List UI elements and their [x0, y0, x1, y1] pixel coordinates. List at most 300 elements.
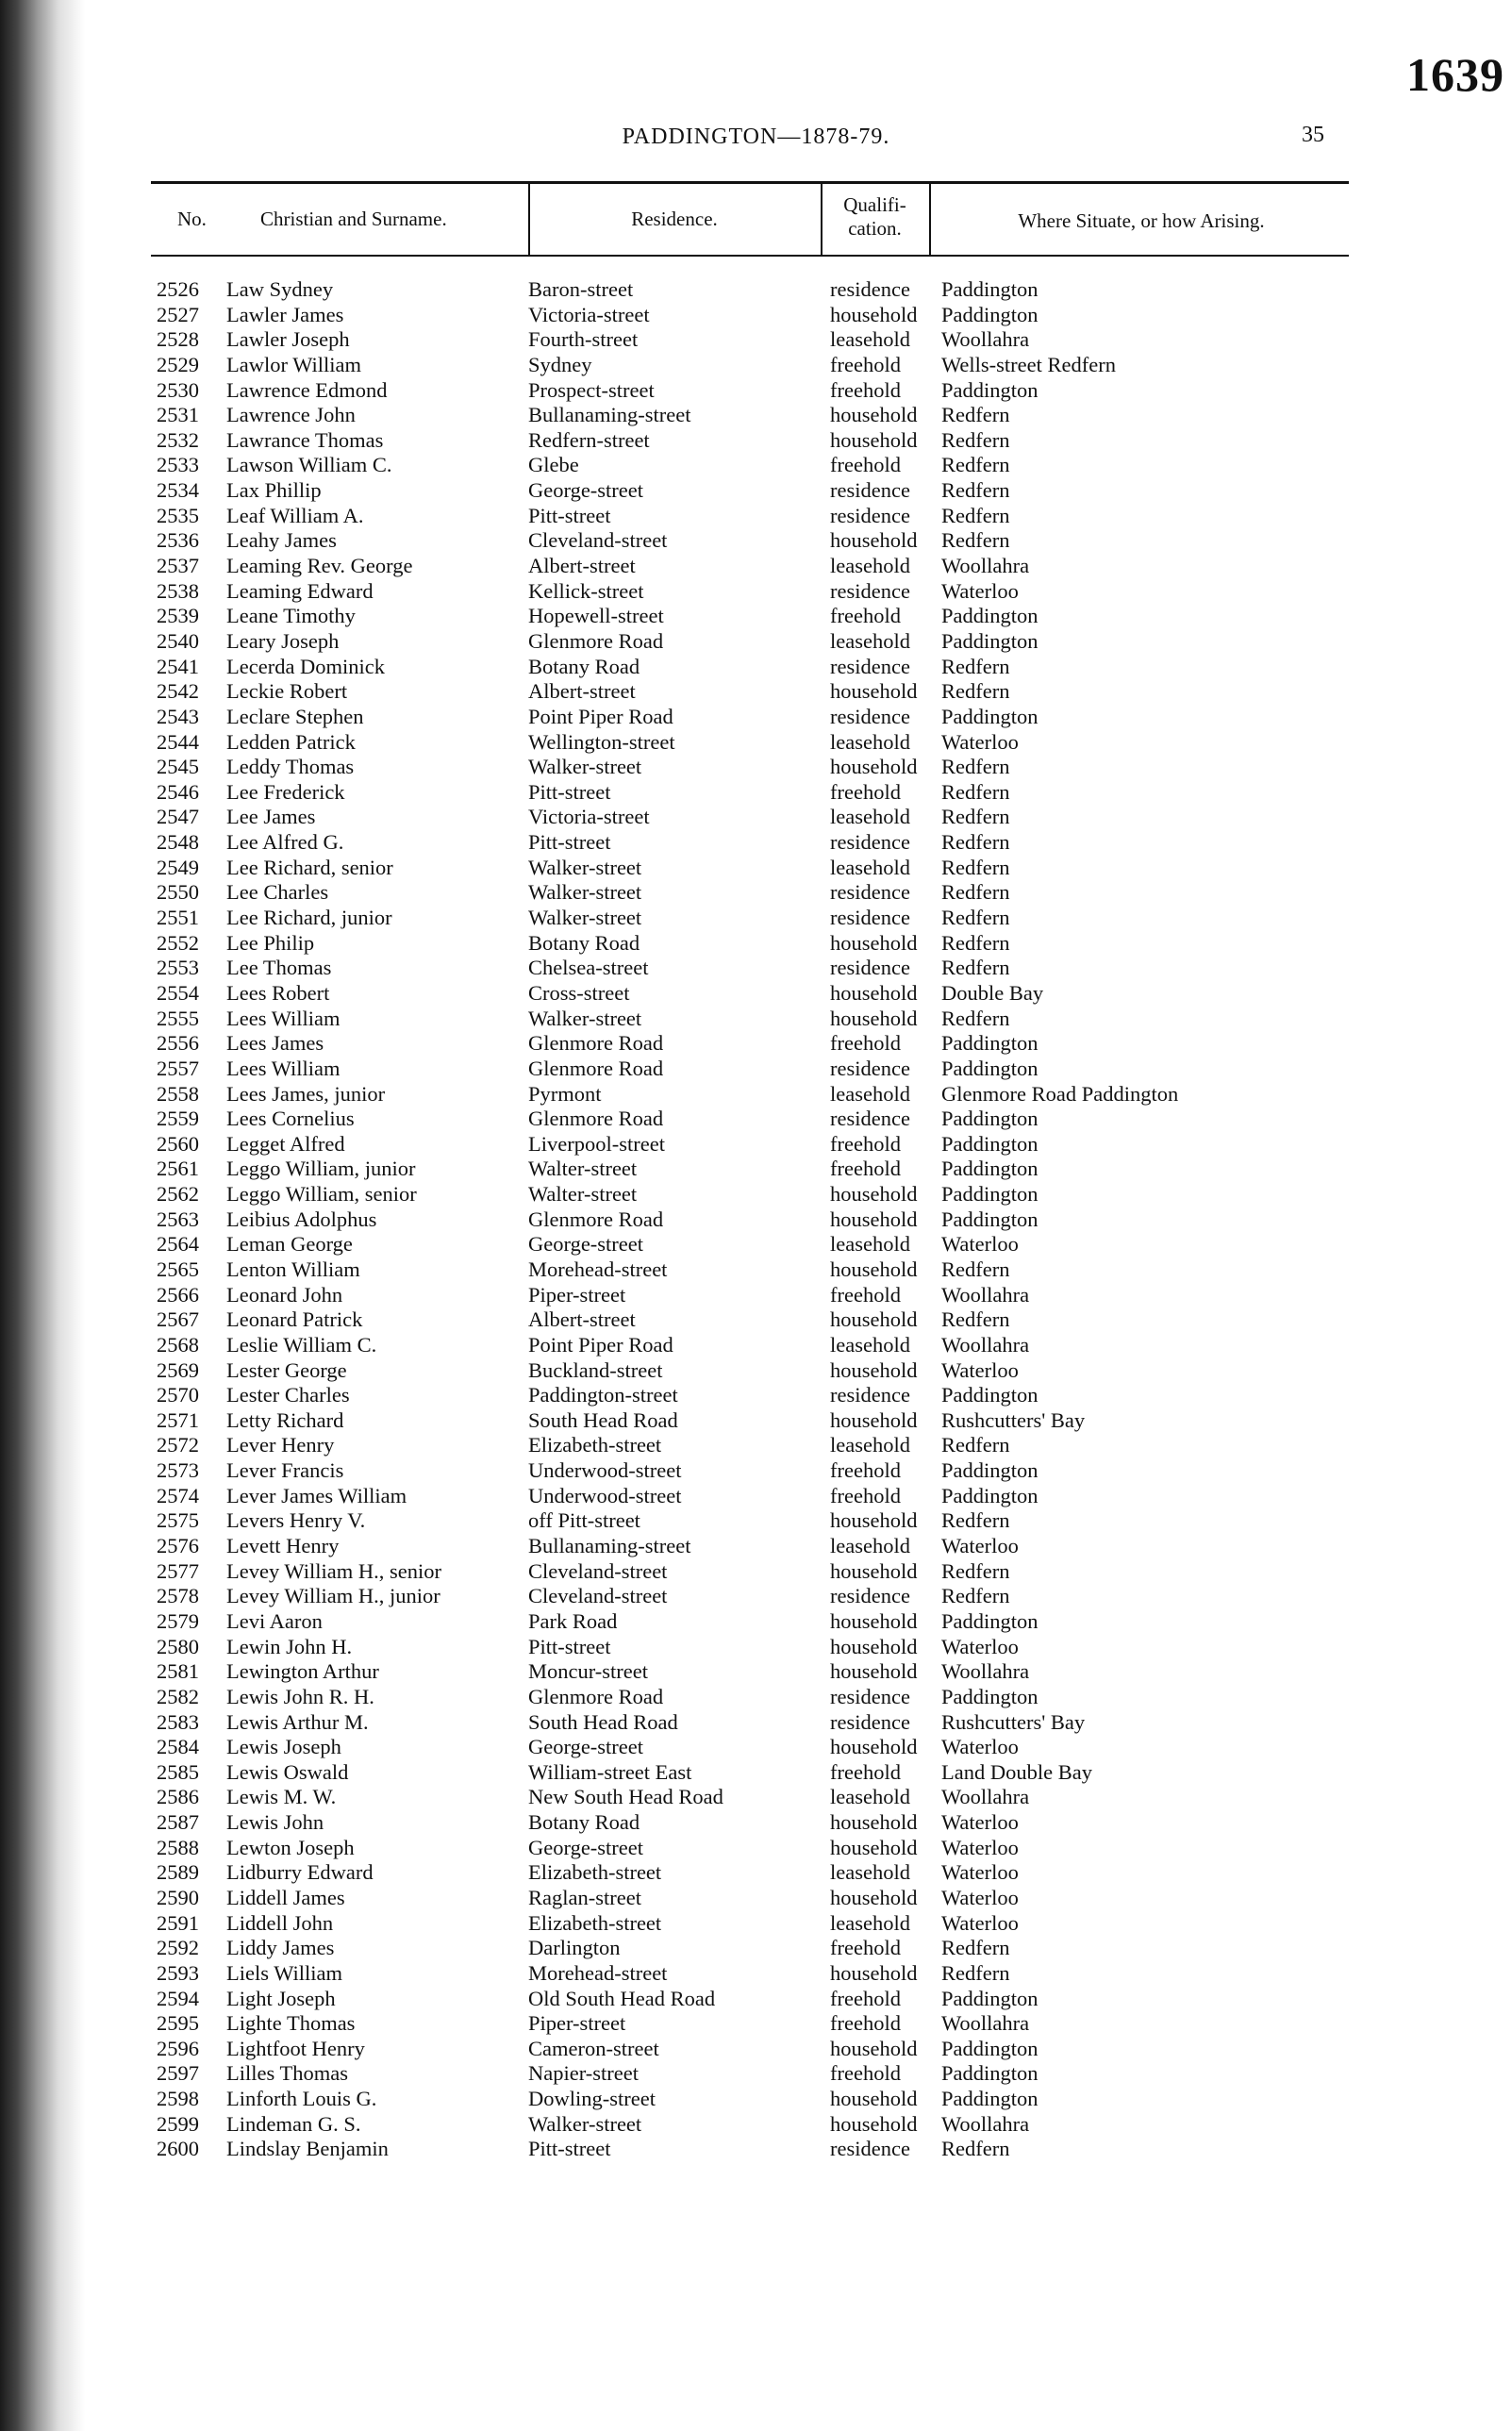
table-row — [0, 2112, 1512, 2138]
voter-name: Lever Francis — [226, 1458, 344, 1483]
where-situate: Redfern — [941, 1508, 1010, 1533]
table-row — [0, 629, 1512, 655]
voter-residence: Piper-street — [528, 2011, 626, 2036]
voter-qualification: leasehold — [830, 855, 910, 879]
where-situate: Redfern — [941, 1433, 1010, 1457]
voter-residence: Albert-street — [528, 679, 636, 704]
voter-name: Leddy Thomas — [226, 755, 355, 779]
voter-qualification: freehold — [830, 1759, 901, 1784]
voter-qualification: residence — [830, 880, 910, 905]
table-row — [0, 1307, 1512, 1333]
entry-number: 2573 — [157, 1458, 199, 1483]
table-row — [0, 403, 1512, 428]
voter-qualification: household — [830, 1508, 918, 1533]
voter-residence: Point Piper Road — [528, 704, 673, 728]
voter-qualification: freehold — [830, 453, 901, 477]
table-row — [0, 528, 1512, 554]
voter-residence: Sydney — [528, 352, 592, 376]
voter-residence: Morehead-street — [528, 1960, 668, 1985]
table-row — [0, 805, 1512, 830]
where-situate: Paddington — [941, 1107, 1038, 1131]
table-row — [0, 1107, 1512, 1132]
entry-number: 2585 — [157, 1759, 199, 1784]
voter-name: Lilles Thomas — [226, 2061, 348, 2086]
where-situate: Paddington — [941, 704, 1038, 728]
voter-qualification: residence — [830, 578, 910, 603]
voter-qualification: household — [830, 1307, 918, 1332]
voter-residence: Walker-street — [528, 1006, 642, 1030]
entry-number: 2570 — [157, 1383, 199, 1407]
voter-name: Lever James William — [226, 1483, 407, 1507]
voter-qualification: residence — [830, 277, 910, 301]
voter-qualification: household — [830, 1257, 918, 1281]
table-row — [0, 554, 1512, 579]
voter-residence: Morehead-street — [528, 1257, 668, 1281]
entry-number: 2592 — [157, 1936, 199, 1960]
voter-name: Legget Alfred — [226, 1131, 345, 1156]
voter-residence: Glenmore Road — [528, 1031, 664, 1056]
voter-residence: George-street — [528, 1232, 644, 1257]
voter-residence: William-street East — [528, 1759, 692, 1784]
entry-number: 2550 — [157, 880, 199, 905]
where-situate: Waterloo — [941, 1886, 1019, 1909]
voter-residence: Piper-street — [528, 1282, 626, 1307]
entry-number: 2575 — [157, 1508, 199, 1533]
voter-name: Lever Henry — [226, 1433, 335, 1457]
table-row — [0, 1383, 1512, 1408]
voter-residence: Darlington — [528, 1936, 621, 1960]
entry-number: 2582 — [157, 1684, 199, 1708]
header-residence: Residence. — [631, 208, 718, 230]
voter-residence: George-street — [528, 478, 644, 503]
voter-residence: Old South Head Road — [528, 1986, 716, 2010]
voter-name: Lenton William — [226, 1257, 360, 1281]
entry-number: 2578 — [157, 1584, 199, 1608]
voter-name: Lewis Joseph — [226, 1735, 341, 1759]
where-situate: Paddington — [941, 377, 1038, 402]
entry-number: 2552 — [157, 930, 199, 955]
entry-number: 2593 — [157, 1960, 199, 1985]
entry-number: 2579 — [157, 1608, 199, 1633]
table-row — [0, 1584, 1512, 1609]
voter-residence: Albert-street — [528, 554, 636, 578]
table-row — [0, 1207, 1512, 1233]
table-row — [0, 730, 1512, 756]
entry-number: 2531 — [157, 403, 199, 427]
where-situate: Redfern — [941, 478, 1010, 503]
table-row — [0, 1685, 1512, 1710]
where-situate: Paddington — [941, 2061, 1038, 2086]
voter-residence: Bullanaming-street — [528, 403, 691, 427]
header-bottom-rule — [151, 255, 1349, 257]
entry-number: 2576 — [157, 1534, 199, 1558]
voter-qualification: leasehold — [830, 1232, 910, 1257]
voter-residence: Glenmore Road — [528, 1207, 664, 1231]
voter-qualification: household — [830, 1634, 918, 1658]
table-row — [0, 1785, 1512, 1810]
entry-number: 2581 — [157, 1659, 199, 1684]
voter-qualification: household — [830, 1810, 918, 1835]
where-situate: Redfern — [941, 956, 1010, 980]
voter-qualification: leasehold — [830, 1433, 910, 1457]
voter-residence: Moncur-street — [528, 1659, 649, 1684]
voter-qualification: household — [830, 2111, 918, 2136]
voter-name: Law Sydney — [226, 277, 334, 301]
voter-residence: Glenmore Road — [528, 1107, 664, 1131]
table-row — [0, 1911, 1512, 1937]
voter-name: Leckie Robert — [226, 679, 348, 704]
voter-name: Lawrence John — [226, 403, 356, 427]
where-situate: Redfern — [941, 503, 1010, 527]
voter-qualification: leasehold — [830, 1332, 910, 1357]
voter-qualification: residence — [830, 1383, 910, 1407]
voter-name: Lees Cornelius — [226, 1107, 355, 1131]
voter-qualification: household — [830, 1835, 918, 1859]
voter-qualification: freehold — [830, 1282, 901, 1307]
table-row — [0, 1810, 1512, 1836]
where-situate: Paddington — [941, 1383, 1038, 1407]
voter-residence: Dowling-street — [528, 2087, 656, 2111]
table-row — [0, 755, 1512, 780]
voter-qualification: household — [830, 1407, 918, 1432]
table-row — [0, 579, 1512, 605]
voter-name: Levett Henry — [226, 1534, 340, 1558]
voter-name: Leslie William C. — [226, 1332, 377, 1357]
where-situate: Paddington — [941, 1986, 1038, 2010]
where-situate: Woollahra — [941, 1659, 1030, 1684]
where-situate: Waterloo — [941, 1835, 1019, 1859]
entry-number: 2541 — [157, 654, 199, 678]
voter-name: Lees James — [226, 1031, 324, 1056]
entry-number: 2599 — [157, 2111, 199, 2136]
voter-qualification: household — [830, 2036, 918, 2060]
voter-name: Lawlor William — [226, 352, 362, 376]
entry-number: 2566 — [157, 1282, 199, 1307]
entry-number: 2530 — [157, 377, 199, 402]
voter-qualification: residence — [830, 2137, 910, 2161]
table-row — [0, 504, 1512, 529]
voter-qualification: residence — [830, 503, 910, 527]
voter-qualification: residence — [830, 1709, 910, 1734]
entry-number: 2549 — [157, 855, 199, 879]
voter-name: Leggo William, senior — [226, 1182, 417, 1207]
where-situate: Redfern — [941, 528, 1010, 553]
table-row — [0, 1007, 1512, 1032]
voter-qualification: residence — [830, 830, 910, 855]
where-situate: Paddington — [941, 1056, 1038, 1080]
where-situate: Paddington — [941, 604, 1038, 628]
voter-qualification: residence — [830, 906, 910, 930]
where-situate: Paddington — [941, 1031, 1038, 1056]
entry-number: 2535 — [157, 503, 199, 527]
voter-name: Liddy James — [226, 1936, 335, 1960]
voter-name: Light Joseph — [226, 1986, 336, 2010]
entry-number: 2590 — [157, 1886, 199, 1909]
table-row — [0, 981, 1512, 1007]
table-row — [0, 1961, 1512, 1987]
voter-name: Leane Timothy — [226, 604, 356, 628]
entry-number: 2534 — [157, 478, 199, 503]
voter-qualification: residence — [830, 1684, 910, 1708]
voter-residence: Glenmore Road — [528, 628, 664, 653]
where-situate: Paddington — [941, 1483, 1038, 1507]
voter-qualification: household — [830, 1357, 918, 1382]
voter-qualification: freehold — [830, 1936, 901, 1960]
where-situate: Waterloo — [941, 578, 1019, 603]
voter-qualification: household — [830, 1659, 918, 1684]
voter-qualification: household — [830, 1886, 918, 1909]
entry-number: 2597 — [157, 2061, 199, 2086]
where-situate: Paddington — [941, 2087, 1038, 2111]
where-situate: Woollahra — [941, 327, 1030, 352]
voter-name: Lees James, junior — [226, 1081, 386, 1106]
table-row — [0, 1735, 1512, 1760]
entry-number: 2537 — [157, 554, 199, 578]
table-row — [0, 1710, 1512, 1736]
voter-qualification: residence — [830, 704, 910, 728]
voter-name: Liels William — [226, 1960, 343, 1985]
voter-residence: Botany Road — [528, 1810, 640, 1835]
voter-residence: Glebe — [528, 453, 579, 477]
voter-name: Lees William — [226, 1056, 341, 1080]
table-row — [0, 880, 1512, 906]
voter-name: Lee Frederick — [226, 779, 345, 804]
voter-name: Lax Phillip — [226, 478, 322, 503]
entry-number: 2540 — [157, 628, 199, 653]
voter-residence: Underwood-street — [528, 1483, 682, 1507]
voter-qualification: freehold — [830, 1483, 901, 1507]
voter-residence: Pitt-street — [528, 2137, 611, 2161]
voter-residence: off Pitt-street — [528, 1508, 640, 1533]
voter-qualification: household — [830, 528, 918, 553]
entry-number: 2532 — [157, 427, 199, 452]
voter-name: Levers Henry V. — [226, 1508, 366, 1533]
where-situate: Paddington — [941, 1608, 1038, 1633]
table-row — [0, 2011, 1512, 2037]
voter-residence: Walker-street — [528, 906, 642, 930]
voter-residence: Cleveland-street — [528, 528, 668, 553]
table-row — [0, 1635, 1512, 1660]
entry-number: 2594 — [157, 1986, 199, 2010]
where-situate: Paddington — [941, 1684, 1038, 1708]
table-row — [0, 2061, 1512, 2087]
voter-qualification: residence — [830, 1107, 910, 1131]
where-situate: Waterloo — [941, 1232, 1019, 1257]
voter-name: Lewis Oswald — [226, 1759, 349, 1784]
voter-residence: Park Road — [528, 1608, 618, 1633]
voter-name: Lindeman G. S. — [226, 2111, 361, 2136]
voter-residence: Elizabeth-street — [528, 1433, 662, 1457]
voter-qualification: freehold — [830, 1031, 901, 1056]
voter-qualification: freehold — [830, 377, 901, 402]
voter-name: Lewis Arthur M. — [226, 1709, 369, 1734]
where-situate: Paddington — [941, 277, 1038, 301]
voter-qualification: household — [830, 1735, 918, 1759]
voter-residence: Walter-street — [528, 1157, 638, 1181]
entry-number: 2553 — [157, 956, 199, 980]
entry-number: 2568 — [157, 1332, 199, 1357]
entry-number: 2526 — [157, 277, 199, 301]
voter-name: Ledden Patrick — [226, 729, 356, 754]
where-situate: Woollahra — [941, 2011, 1030, 2036]
table-row — [0, 1860, 1512, 1886]
voter-qualification: leasehold — [830, 1910, 910, 1935]
table-row — [0, 1358, 1512, 1384]
where-situate: Redfern — [941, 1257, 1010, 1281]
where-situate: Redfern — [941, 805, 1010, 829]
voter-name: Linforth Louis G. — [226, 2087, 377, 2111]
voter-name: Leaf William A. — [226, 503, 364, 527]
header-qualification: Qualifi- cation. — [843, 193, 906, 240]
table-row — [0, 1987, 1512, 2012]
where-situate: Paddington — [941, 1182, 1038, 1207]
where-situate: Paddington — [941, 2036, 1038, 2060]
voter-name: Levey William H., senior — [226, 1558, 441, 1583]
voter-name: Lighte Thomas — [226, 2011, 356, 2036]
voter-qualification: freehold — [830, 779, 901, 804]
entry-number: 2587 — [157, 1810, 199, 1835]
table-row — [0, 2037, 1512, 2062]
voter-qualification: residence — [830, 1056, 910, 1080]
entry-number: 2548 — [157, 830, 199, 855]
voter-qualification: household — [830, 1558, 918, 1583]
entry-number: 2559 — [157, 1107, 199, 1131]
table-row — [0, 1132, 1512, 1157]
entry-number: 2542 — [157, 679, 199, 704]
voter-name: Leclare Stephen — [226, 704, 364, 728]
entry-number: 2546 — [157, 779, 199, 804]
entry-number: 2527 — [157, 302, 199, 326]
table-row — [0, 1257, 1512, 1283]
where-situate: Redfern — [941, 427, 1010, 452]
voter-qualification: residence — [830, 1584, 910, 1608]
entry-number: 2536 — [157, 528, 199, 553]
table-row — [0, 655, 1512, 680]
where-situate: Waterloo — [941, 1634, 1019, 1658]
where-situate: Rushcutters' Bay — [941, 1407, 1086, 1432]
where-situate: Paddington — [941, 628, 1038, 653]
voter-name: Lee Alfred G. — [226, 830, 344, 855]
entry-number: 2545 — [157, 755, 199, 779]
voter-qualification: leasehold — [830, 628, 910, 653]
table-row — [0, 604, 1512, 629]
where-situate: Redfern — [941, 930, 1010, 955]
voter-qualification: residence — [830, 478, 910, 503]
voter-name: Lewington Arthur — [226, 1659, 379, 1684]
entry-number: 2556 — [157, 1031, 199, 1056]
voter-name: Lawler James — [226, 302, 344, 326]
voter-name: Leary Joseph — [226, 628, 340, 653]
voter-name: Lee Philip — [226, 930, 315, 955]
entry-number: 2561 — [157, 1157, 199, 1181]
entry-number: 2558 — [157, 1081, 199, 1106]
entry-number: 2586 — [157, 1785, 199, 1809]
table-row — [0, 478, 1512, 504]
voter-qualification: freehold — [830, 2061, 901, 2086]
entry-number: 2567 — [157, 1307, 199, 1332]
voter-residence: Prospect-street — [528, 377, 655, 402]
voter-residence: Cross-street — [528, 980, 630, 1005]
table-row — [0, 931, 1512, 957]
entry-number: 2543 — [157, 704, 199, 728]
entry-number: 2533 — [157, 453, 199, 477]
voter-qualification: leasehold — [830, 1785, 910, 1809]
entry-number: 2572 — [157, 1433, 199, 1457]
table-row — [0, 1182, 1512, 1207]
voter-residence: Elizabeth-street — [528, 1910, 662, 1935]
voter-qualification: household — [830, 980, 918, 1005]
voter-qualification: leasehold — [830, 1534, 910, 1558]
where-situate: Paddington — [941, 1131, 1038, 1156]
voter-residence: Liverpool-street — [528, 1131, 665, 1156]
voter-qualification: household — [830, 1182, 918, 1207]
where-situate: Paddington — [941, 302, 1038, 326]
voter-residence: Glenmore Road — [528, 1056, 664, 1080]
electoral-roll-table — [0, 277, 1512, 2162]
where-situate: Redfern — [941, 1936, 1010, 1960]
voter-name: Leonard John — [226, 1282, 343, 1307]
voter-qualification: leasehold — [830, 805, 910, 829]
where-situate: Woollahra — [941, 554, 1030, 578]
voter-residence: Botany Road — [528, 654, 640, 678]
voter-name: Lewis John — [226, 1810, 324, 1835]
voter-qualification: freehold — [830, 1986, 901, 2010]
voter-name: Lidburry Edward — [226, 1860, 374, 1885]
voter-qualification: freehold — [830, 1458, 901, 1483]
where-situate: Redfern — [941, 755, 1010, 779]
voter-qualification: household — [830, 755, 918, 779]
entry-number: 2591 — [157, 1910, 199, 1935]
voter-residence: Elizabeth-street — [528, 1860, 662, 1885]
voter-name: Lawson William C. — [226, 453, 392, 477]
voter-qualification: freehold — [830, 2011, 901, 2036]
table-row — [0, 830, 1512, 856]
voter-residence: Glenmore Road — [528, 1684, 664, 1708]
table-row — [0, 1534, 1512, 1559]
voter-name: Lee Charles — [226, 880, 329, 905]
table-row — [0, 1659, 1512, 1685]
where-situate: Redfern — [941, 2137, 1010, 2161]
entry-number: 2595 — [157, 2011, 199, 2036]
table-row — [0, 956, 1512, 981]
voter-name: Lecerda Dominick — [226, 654, 386, 678]
voter-name: Lawrance Thomas — [226, 427, 384, 452]
running-title: PADDINGTON—1878-79. — [622, 125, 890, 149]
table-row — [0, 2137, 1512, 2162]
table-row — [0, 1408, 1512, 1434]
where-situate: Waterloo — [941, 1735, 1019, 1759]
table-row — [0, 428, 1512, 454]
voter-qualification: leasehold — [830, 729, 910, 754]
entry-number: 2555 — [157, 1006, 199, 1030]
entry-number: 2551 — [157, 906, 199, 930]
voter-qualification: leasehold — [830, 327, 910, 352]
voter-name: Lewis M. W. — [226, 1785, 337, 1809]
voter-residence: Pyrmont — [528, 1081, 602, 1106]
voter-residence: Buckland-street — [528, 1357, 663, 1382]
entry-number: 2598 — [157, 2087, 199, 2111]
voter-residence: Hopewell-street — [528, 604, 664, 628]
entry-number: 2583 — [157, 1709, 199, 1734]
voter-residence: Walker-street — [528, 855, 642, 879]
entry-number: 2539 — [157, 604, 199, 628]
voter-name: Lee James — [226, 805, 316, 829]
voter-qualification: household — [830, 427, 918, 452]
voter-residence: Pitt-street — [528, 830, 611, 855]
where-situate: Woollahra — [941, 1282, 1030, 1307]
voter-residence: South Head Road — [528, 1709, 678, 1734]
entry-number: 2547 — [157, 805, 199, 829]
